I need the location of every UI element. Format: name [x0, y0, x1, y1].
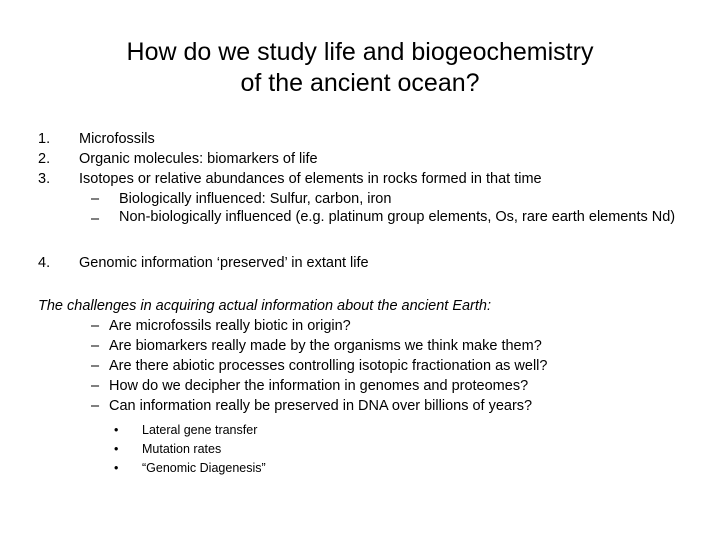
item-number: 4. [38, 255, 51, 271]
item-text: Isotopes or relative abundances of elements in rocks formed in that time [79, 171, 542, 187]
challenges-intro: The challenges in acquiring actual information about the ancient Earth: [38, 298, 492, 314]
bullet-marker: • [114, 423, 119, 437]
dash-marker: – [91, 358, 100, 374]
bullet-text: “Genomic Diagenesis” [142, 461, 266, 475]
methods-list [38, 129, 708, 273]
list-item [38, 253, 708, 273]
challenge-item [38, 316, 708, 336]
challenges-section [38, 296, 708, 416]
challenge-text: Are microfossils really biotic in origin? [109, 318, 351, 334]
title-line-1: How do we study life and biogeochemistry [126, 38, 594, 66]
bullet-text: Mutation rates [142, 442, 222, 456]
slide-title [0, 37, 720, 99]
challenge-item [38, 376, 708, 396]
item-text: Organic molecules: biomarkers of life [79, 151, 318, 167]
challenge-text: Can information really be preserved in DNA over billions of years? [109, 398, 533, 414]
item-text: Genomic information ‘preserved’ in extant life [79, 255, 369, 271]
bullet-marker: • [114, 442, 119, 456]
title-line-2: of the ancient ocean? [240, 69, 480, 97]
challenge-text: Are there abiotic processes controlling isotopic fractionation as well? [109, 358, 548, 374]
list-item [38, 129, 708, 149]
dash-marker: – [91, 338, 100, 354]
sub-item-text: Non-biologically influenced (e.g. platinum group elements, Os, rare earth elements Nd) [119, 209, 676, 225]
challenge-item [38, 396, 708, 416]
item-number: 1. [38, 131, 51, 147]
dash-marker: – [91, 211, 100, 227]
dash-marker: – [91, 378, 100, 394]
list-item [38, 169, 708, 189]
sub-list-item [38, 189, 708, 209]
item-text: Microfossils [79, 131, 155, 147]
challenge-text: How do we decipher the information in genomes and proteomes? [109, 378, 529, 394]
bullet-marker: • [114, 461, 119, 475]
item-number: 3. [38, 171, 51, 187]
sub-item-text: Biologically influenced: Sulfur, carbon, iron [119, 191, 392, 207]
challenge-text: Are biomarkers really made by the organisms we think make them? [109, 338, 542, 354]
dash-marker: – [91, 398, 100, 414]
challenge-item [38, 336, 708, 356]
item-number: 2. [38, 151, 51, 167]
challenge-item [38, 356, 708, 376]
dash-marker: – [91, 318, 100, 334]
sub-list-item [38, 209, 708, 249]
bullet-text: Lateral gene transfer [142, 423, 258, 437]
dash-marker: – [91, 191, 100, 207]
list-item [38, 149, 708, 169]
